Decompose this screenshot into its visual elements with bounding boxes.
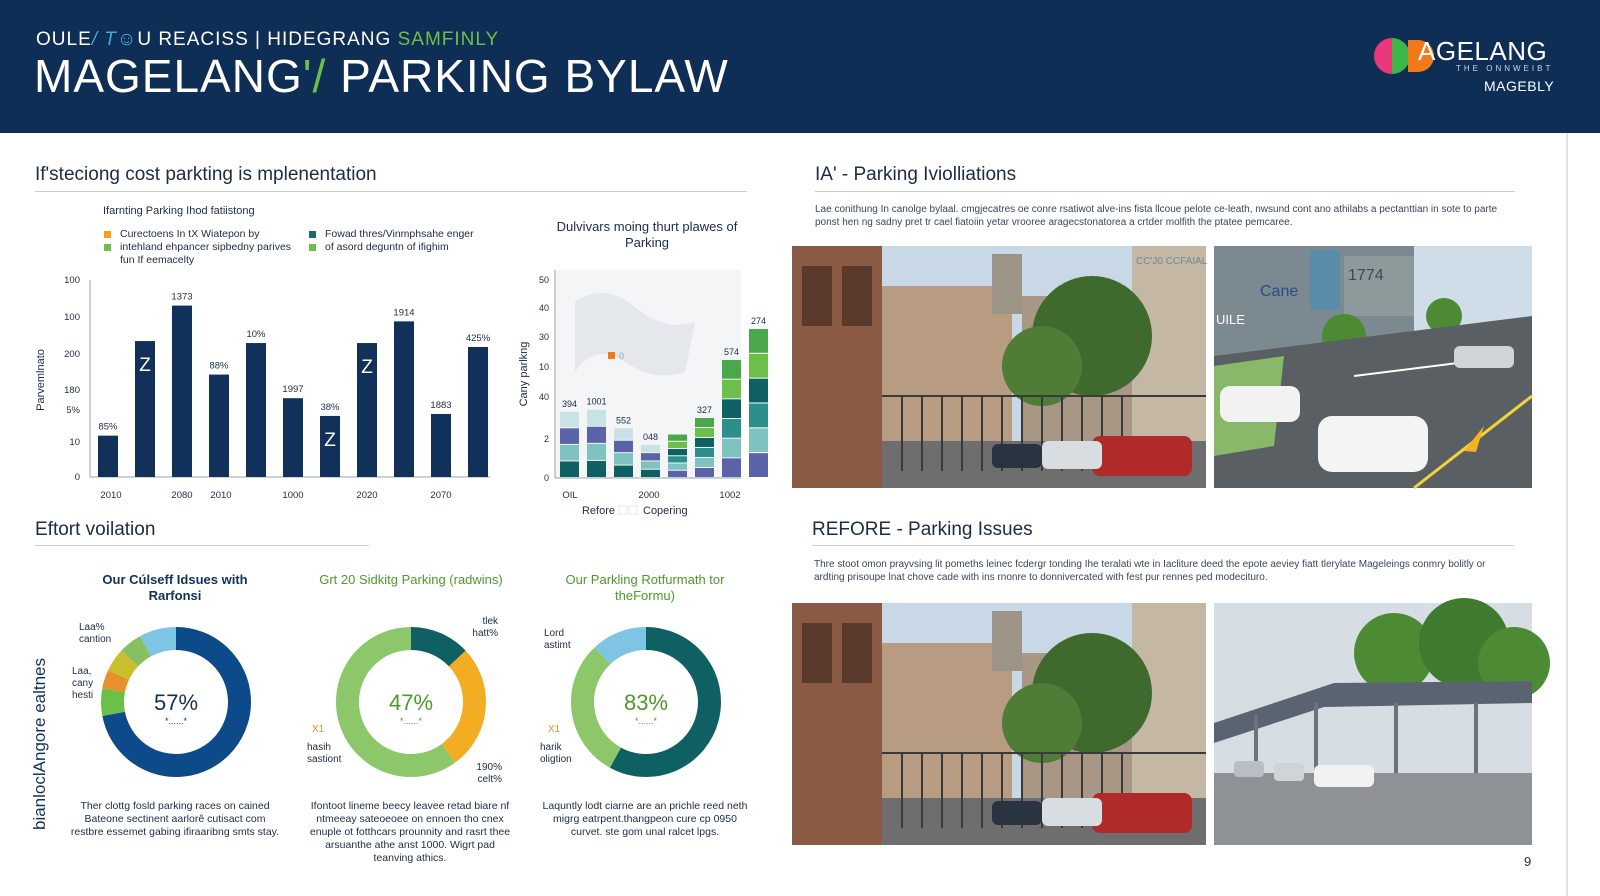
donut-caption-1: Ther clottg fosld parking races on cained Bateone sectinent aarlorê cutisact com restbre essemet gabing ifiraaribng smts stay.	[70, 800, 280, 838]
section-divider	[35, 191, 747, 192]
photo-covered-parking	[1214, 603, 1532, 845]
stack-marker-label: 0	[619, 351, 625, 361]
kicker-part-6: SAMFINLY	[397, 29, 500, 50]
section-title-parking-issues: REFORE - Parking Issues	[812, 519, 1033, 540]
stack-segment	[695, 438, 714, 447]
donut2-label-a: tlek hatt%	[472, 616, 498, 639]
sign-label-2: Cane	[1260, 283, 1299, 300]
bar-chart	[30, 270, 500, 510]
city-logo	[1372, 34, 1572, 98]
donut3-label-c: harik oligtion	[540, 742, 572, 765]
stacked-bar-chart	[515, 262, 767, 524]
donut1-label-a: Laa% cantion	[79, 622, 112, 645]
stack-segment	[749, 453, 768, 477]
bar-x-tick: 2010	[210, 490, 232, 501]
stack-y-tick: 40	[538, 303, 549, 313]
stack-segment	[695, 428, 714, 437]
stack-segment	[668, 449, 687, 455]
bar-x-tick: 1000	[282, 490, 304, 501]
section-divider-4	[812, 545, 1514, 546]
stack-data-label: 048	[642, 431, 659, 442]
sign-label-1: CC'J0 CCFAIAL	[1136, 256, 1208, 267]
photo-street-gate	[792, 246, 1206, 488]
legend-item-2	[309, 228, 479, 254]
bar-x-tick: 2070	[430, 490, 452, 501]
donut-slice	[113, 690, 114, 714]
section-title-violations: IA' - Parking Iviolliations	[815, 164, 1017, 185]
street-gate-image	[792, 246, 1206, 488]
stack-segment	[641, 453, 660, 460]
bar-data-label: 1883	[430, 399, 452, 411]
stack-segment	[749, 379, 768, 403]
stack-segment	[722, 458, 741, 477]
page-number: 9	[1524, 854, 1532, 869]
donut2-label-b: X1	[312, 724, 325, 735]
stack-segment	[641, 461, 660, 468]
bar-glyph: Z	[361, 357, 373, 379]
stack-data-label: 552	[615, 415, 632, 426]
section-title-implementation: If'steciong cost parkting is mplenentation	[35, 164, 377, 185]
logo-name: AGELANG	[1418, 36, 1548, 66]
stacked-chart-title: Dulvivars moing thurt plawes of Parking	[556, 219, 738, 250]
stack-marker	[608, 352, 615, 359]
stack-segment	[560, 461, 579, 477]
bar-y-tick: 0	[74, 472, 80, 483]
donut-title-3: Our Parkling Rotfurmath tor theFormu)	[565, 572, 725, 603]
stack-data-label: 574	[723, 347, 740, 358]
stack-x-tick: 2000	[638, 490, 660, 501]
stack-segment	[641, 470, 660, 477]
road-parking-image	[1214, 246, 1532, 488]
stack-segment	[668, 456, 687, 462]
stack-segment	[722, 380, 741, 399]
bar-glyph: Z	[324, 429, 336, 451]
bar	[431, 414, 451, 477]
donut-charts	[60, 610, 780, 800]
bar-data-label: 1373	[171, 291, 193, 303]
section-divider-2	[35, 545, 369, 546]
stack-data-label: 394	[561, 398, 578, 409]
stack-data-label: 1001	[586, 396, 607, 407]
title-slash: '/	[302, 50, 327, 102]
title-part-b: PARKING BYLAW	[326, 50, 729, 102]
donut-title-1: Our Cúlseff Idsues with Rarfonsi	[102, 572, 248, 603]
stack-segment	[668, 435, 687, 441]
legend-swatch-teal	[309, 231, 316, 238]
donut-center-mark: *......*	[634, 716, 658, 726]
stack-segment	[749, 428, 768, 452]
donut-title-2: Grt 20 Sidkitg Parking (radwins)	[319, 572, 503, 587]
stack-segment	[587, 427, 606, 443]
bar	[98, 436, 118, 477]
donut1-label-b: Laa, cany hesti	[72, 666, 94, 701]
kicker-part-3: ☺	[116, 29, 138, 50]
stack-segment	[722, 399, 741, 418]
stack-segment	[749, 354, 768, 378]
bar-x-tick: 2010	[100, 490, 122, 501]
stack-y-tick: 2	[543, 434, 549, 444]
bar-glyph: Z	[139, 355, 151, 377]
stack-segment	[668, 464, 687, 470]
stack-x-tick: 1002	[719, 490, 741, 501]
kicker-part-4: U REACISS	[137, 29, 249, 50]
stack-segment	[560, 412, 579, 428]
photo-road-parking	[1214, 246, 1532, 488]
bar-y-tick: 100	[64, 312, 80, 323]
donut2-label-d: 190% celt%	[476, 762, 502, 785]
stack-data-label: 327	[696, 404, 713, 415]
bar-x-tick: 2080	[171, 490, 193, 501]
bar-y-tick: 5%	[66, 405, 80, 416]
section-divider-3	[815, 191, 1515, 192]
donut-slice	[448, 659, 474, 754]
legend-item-1	[104, 228, 294, 267]
donut-center-value: 47%	[388, 690, 434, 715]
stack-segment	[614, 428, 633, 439]
donut-center-mark: *......*	[164, 716, 188, 726]
legend-swatch-green-2	[309, 244, 316, 251]
legend-text-1: Curectoens In tX Wiatepon by intehland ehpancer sipbedny parives fun If eemacelty	[120, 228, 292, 266]
stack-segment	[722, 439, 741, 458]
stack-segment	[560, 428, 579, 444]
stack-y-tick: 50	[538, 275, 549, 285]
stack-legend-swatch-1	[619, 506, 627, 514]
stack-segment	[722, 360, 741, 379]
donut-slice	[119, 659, 130, 675]
stack-segment	[587, 461, 606, 477]
donut3-label-a: Lord astimt	[544, 628, 571, 651]
donut-slice	[114, 675, 119, 690]
issues-paragraph: Thre stoot omon prayvsing lit pomeths leinec fcdergr tonding Ihe teralati wte in Iacliture deed the epote aeviey fiatt tlerylate Mageleings conmry bolitly or ardting prisoupe lnat chove cade with ins rnonre to donnivercated with fest pur rennes ped modecituro.	[814, 559, 1486, 583]
bar-chart-title: Ifarnting Parking Ihod fatiistong	[103, 205, 255, 217]
legend-text-2: Fowad thres/Vinmphsahe enger of asord deguntn of ifighim	[325, 228, 474, 253]
stack-x-tick: OIL	[562, 490, 578, 501]
bar	[283, 398, 303, 477]
kicker-part-2: / T	[91, 29, 117, 50]
header-kicker	[36, 29, 499, 51]
donut-center-value: 57%	[153, 690, 199, 715]
section-title-effort-violation: Eftort voilation	[35, 519, 156, 540]
donut3-label-b: X1	[548, 724, 561, 735]
donut2-label-c: hasih sastiont	[307, 742, 342, 765]
donut-center-value: 83%	[623, 690, 669, 715]
kicker-part-5: | HIDEGRANG	[248, 29, 398, 50]
violations-paragraph: Lae conithung In canolge bylaal. cmgjecatres oe conre rsatiwot alve-ins fista llcoue pelote ce-leath, nwsund cont ano athilabs a pectanttian in sote to parte ponst hen ng sadny pret tr cael fiatoiin yetar vrooree aragecstonatorea a crtder molfith the ptatee pemcaree.	[815, 204, 1498, 228]
donut-slice	[603, 639, 646, 656]
stack-segment	[668, 471, 687, 477]
stack-legend-swatch-2	[629, 506, 637, 514]
legend-swatch-green	[104, 244, 111, 251]
stack-segment	[641, 445, 660, 452]
donut-slice	[411, 639, 457, 659]
bar	[172, 306, 192, 477]
donut-slice	[145, 639, 176, 647]
bar-data-label: 85%	[98, 421, 118, 433]
stack-data-label: 274	[750, 315, 767, 326]
photo-street-gate-2	[792, 603, 1206, 845]
stack-segment	[722, 419, 741, 438]
street-gate-image-2	[792, 603, 1206, 845]
stack-segment	[614, 453, 633, 464]
bar-x-tick: 2020	[356, 490, 378, 501]
logo-subtitle: THE ONNWEIBT	[1456, 64, 1554, 73]
stack-segment	[695, 458, 714, 467]
bar-data-label: 38%	[320, 401, 340, 413]
bar-data-label: 425%	[465, 332, 491, 344]
sign-label-4: UILE	[1216, 312, 1245, 327]
stack-segment	[749, 329, 768, 353]
kicker-part-1: OULE	[36, 29, 92, 50]
bar-y-tick: 200	[64, 349, 80, 360]
bar	[246, 343, 266, 477]
slide-edge	[1566, 133, 1568, 896]
stack-y-tick: 40	[538, 392, 549, 402]
stack-segment	[560, 445, 579, 461]
logo-city: MAGEBLY	[1484, 78, 1555, 94]
covered-parking-image	[1214, 603, 1532, 845]
stack-segment	[614, 466, 633, 477]
sign-label-3: 1774	[1348, 267, 1384, 284]
legend-swatch-orange	[104, 231, 111, 238]
stack-segment	[668, 442, 687, 448]
bar	[394, 321, 414, 477]
stack-segment	[695, 468, 714, 477]
title-part-a: MAGELANG	[34, 50, 303, 102]
bar	[209, 375, 229, 477]
bar-y-tick: 180	[64, 385, 80, 396]
stack-segment	[749, 403, 768, 427]
stack-segment	[695, 448, 714, 457]
donut-center-mark: *......*	[399, 716, 423, 726]
page-title	[34, 49, 729, 103]
stack-y-tick: 10	[538, 362, 549, 372]
stack-segment	[614, 441, 633, 452]
stack-segment	[587, 444, 606, 460]
header-bar	[0, 0, 1600, 133]
bar-y-tick: 10	[69, 437, 80, 448]
stack-y-tick: 0	[543, 473, 549, 483]
stack-legend-after: Copering	[643, 505, 688, 517]
bar-data-label: 88%	[209, 360, 229, 372]
stack-legend-before: Refore	[581, 505, 615, 517]
stack-y-tick: 30	[538, 332, 549, 342]
donut-caption-3: Laquntly lodt ciarne are an prichle reed neth migrg eatrpent.thangpeon cure cp 0950 curvet. ste gom unal ralcet lpgs.	[542, 800, 748, 838]
bar-data-label: 10%	[246, 329, 266, 341]
stack-y-axis-label: Cany parlkng	[518, 341, 530, 407]
bar-data-label: 1914	[393, 307, 415, 319]
bar-y-tick: 100	[64, 275, 80, 286]
bar-y-axis-label: Parvemlnato	[35, 349, 47, 411]
donut-slice	[130, 646, 146, 658]
bar	[468, 347, 488, 477]
stack-segment	[695, 418, 714, 427]
bar-data-label: 1997	[282, 384, 304, 396]
stack-segment	[587, 410, 606, 426]
side-axis-label: bianloclAngore ealtnes	[30, 657, 49, 830]
donut-caption-2: Ifontoot lineme beecy leavee retad biare nf ntmeeay sateoeoee on ennoen tho cnex enuple ot fotthcars prounnity and rasrt thee arsuanthe athe anst 1000. Wigrt pad teanving athics.	[309, 800, 511, 864]
